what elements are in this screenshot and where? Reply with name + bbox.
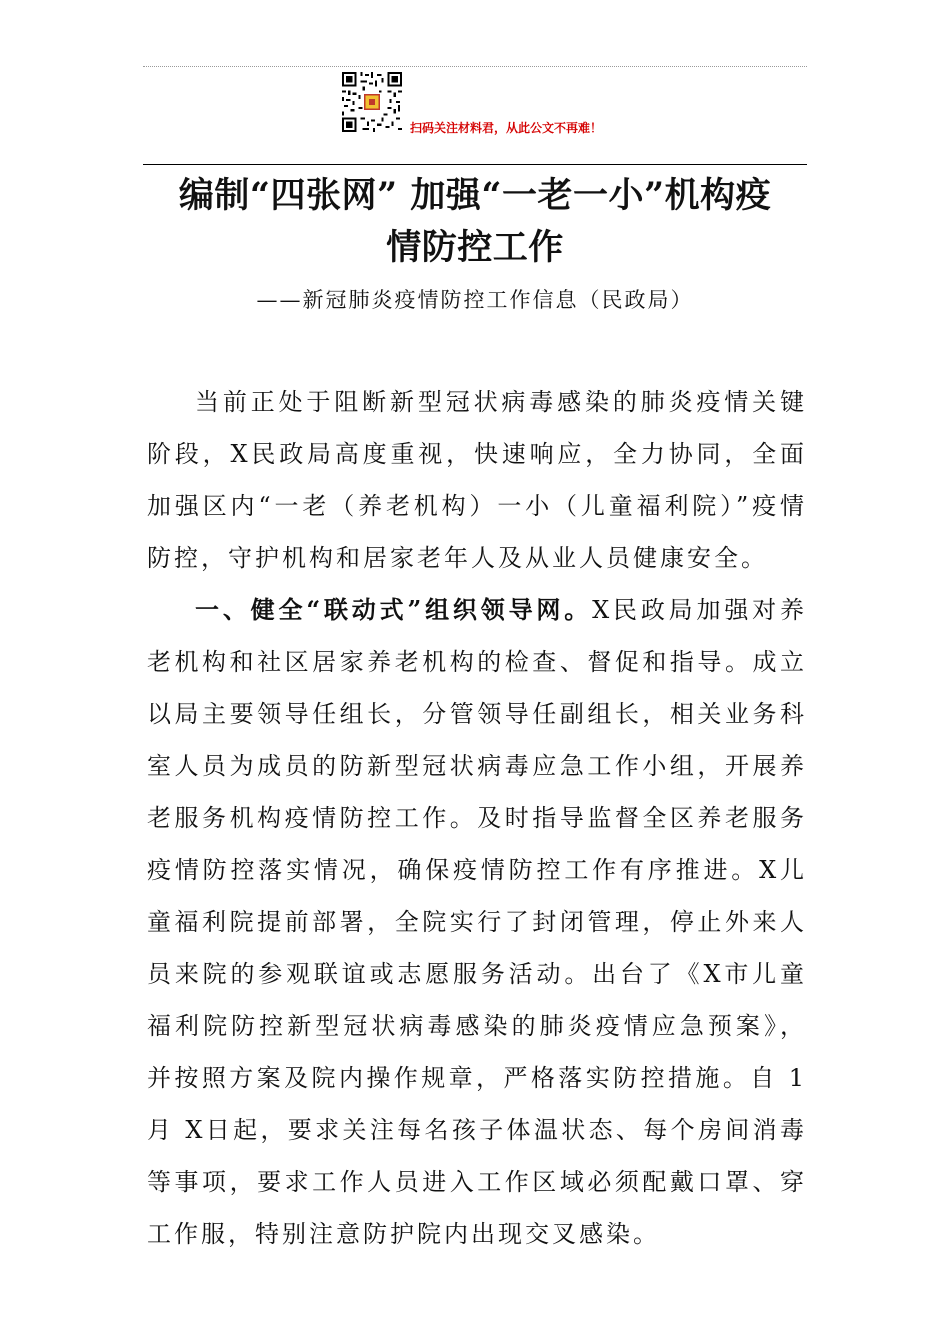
- paragraph-section-1: [147, 584, 807, 1260]
- document-subtitle: ——新冠肺炎疫情防控工作信息（民政局）: [256, 288, 694, 312]
- section-1-heading: 一、健全“联动式”组织领导网。: [195, 595, 593, 624]
- document-body: [147, 376, 807, 1260]
- paragraph-intro: 当前正处于阻断新型冠状病毒感染的肺炎疫情关键阶段，X民政局高度重视，快速响应，全力协同，全面加强区内“一老（养老机构）一小（儿童福利院）”疫情防控，守护机构和居家老年人及从业人员健康安全。: [147, 388, 807, 572]
- title-line-1: 编制“四张网” 加强“一老一小”机构疫: [178, 175, 772, 216]
- section-1-text: X民政局加强对养老机构和社区居家养老机构的检查、督促和指导。成立以局主要领导任组长，分管领导任副组长，相关业务科室人员为成员的防新型冠状病毒应急工作小组，开展养老服务机构疫情防控工作。及时指导监督全区养老服务疫情防控落实情况，确保疫情防控工作有序推进。X儿童福利院提前部署，全院实行了封闭管理，停止外来人员来院的参观联谊或志愿服务活动。出台了《X市儿童福利院防控新型冠状病毒感染的肺炎疫情应急预案》，并按照方案及院内操作规章，严格落实防控措施。自 1月 X日起，要求关注每名孩子体温状态、每个房间消毒等事项，要求工作人员进入工作区域必须配戴口罩、穿工作服，特别注意防护院内出现交叉感染。: [147, 596, 808, 1248]
- qr-code-icon: [342, 72, 402, 132]
- qr-caption: 扫码关注材料君，从此公文不再难！: [410, 121, 603, 135]
- header-dotted-rule: [143, 66, 807, 67]
- title-line-2: 情防控工作: [386, 227, 564, 268]
- header-solid-rule: [143, 164, 807, 165]
- document-title: [143, 170, 807, 274]
